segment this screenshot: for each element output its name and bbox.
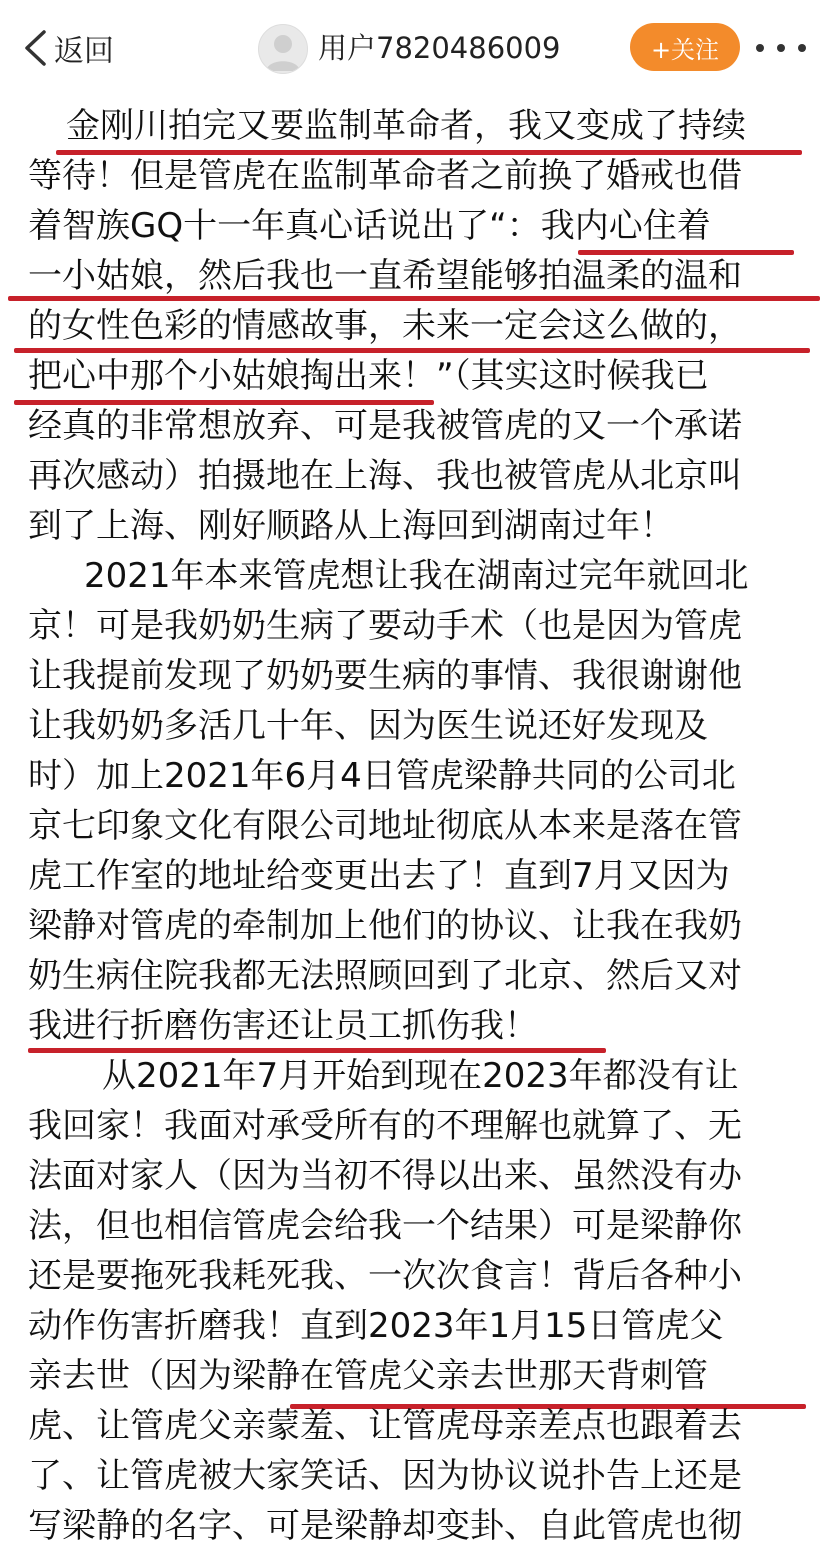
paragraph-line: 一小姑娘，然后我也一直希望能够拍温柔的温和 [28,256,742,296]
highlight-underline [14,400,434,405]
paragraph-line: 2021年本来管虎想让我在湖南过完年就回北 [84,556,749,596]
paragraph-line: 等待！但是管虎在监制革命者之前换了婚戒也借 [28,156,742,196]
paragraph-line: 的女性色彩的情感故事，未来一定会这么做的， [28,306,742,346]
avatar[interactable] [258,24,308,74]
username[interactable]: 用户7820486009 [318,31,561,65]
paragraph-line: 梁静对管虎的牵制加上他们的协议、让我在我奶 [28,906,742,946]
paragraph-line: 我回家！我面对承受所有的不理解也就算了、无 [28,1106,742,1146]
paragraph-line: 亲去世（因为梁静在管虎父亲去世那天背刺管 [28,1356,708,1396]
more-dots-icon [756,44,764,52]
paragraph-line: 虎、让管虎父亲蒙羞、让管虎母亲差点也跟着去 [28,1406,742,1446]
paragraph-line: 我进行折磨伤害还让员工抓伤我！ [28,1006,538,1046]
paragraph-line: 了、让管虎被大家笑话、因为协议说扑告上还是 [28,1456,742,1496]
paragraph-line: 虎工作室的地址给变更出去了！直到7月又因为 [28,856,730,896]
paragraph-line: 写梁静的名字、可是梁静却变卦、自此管虎也彻 [28,1506,742,1546]
back-button[interactable] [22,26,114,70]
highlight-underline [28,1048,606,1053]
paragraph-line: 京！可是我奶奶生病了要动手术（也是因为管虎 [28,606,742,646]
paragraph-line: 法面对家人（因为当初不得以出来、虽然没有办 [28,1156,742,1196]
paragraph-line: 再次感动）拍摄地在上海、我也被管虎从北京叫 [28,456,742,496]
paragraph-line: 着智族GQ十一年真心话说出了“：我内心住着 [28,206,711,246]
highlight-underline [578,250,794,255]
paragraph-line: 到了上海、刚好顺路从上海回到湖南过年！ [28,506,674,546]
highlight-underline [8,296,820,301]
paragraph-line: 奶生病住院我都无法照顾回到了北京、然后又对 [28,956,742,996]
paragraph-line: 动作伤害折磨我！直到2023年1月15日管虎父 [28,1306,724,1346]
paragraph-line: 京七印象文化有限公司地址彻底从本来是落在管 [28,806,742,846]
paragraph-line: 经真的非常想放弃、可是我被管虎的又一个承诺 [28,406,742,446]
chevron-left-icon [22,28,48,68]
paragraph-line: 法，但也相信管虎会给我一个结果）可是梁静你 [28,1206,742,1246]
paragraph-line: 时）加上2021年6月4日管虎梁静共同的公司北 [28,756,736,796]
paragraph-line: 让我提前发现了奶奶要生病的事情、我很谢谢他 [28,656,742,696]
follow-button[interactable]: +关注 [630,23,740,71]
article-body [0,94,828,1554]
back-label: 返回 [54,34,114,69]
top-navigation-bar [0,0,828,95]
paragraph-line: 让我奶奶多活几十年、因为医生说还好发现及 [28,706,708,746]
paragraph-line: 把心中那个小姑娘掏出来！”（其实这时候我已 [28,356,709,396]
highlight-underline [56,150,802,155]
default-avatar-icon [259,25,307,73]
paragraph-line: 金刚川拍完又要监制革命者，我又变成了持续 [66,106,746,146]
paragraph-line: 从2021年7月开始到现在2023年都没有让 [102,1056,739,1096]
paragraph-line: 还是要拖死我耗死我、一次次食言！背后各种小 [28,1256,742,1296]
highlight-underline [14,348,810,353]
more-options-button[interactable] [756,33,806,63]
